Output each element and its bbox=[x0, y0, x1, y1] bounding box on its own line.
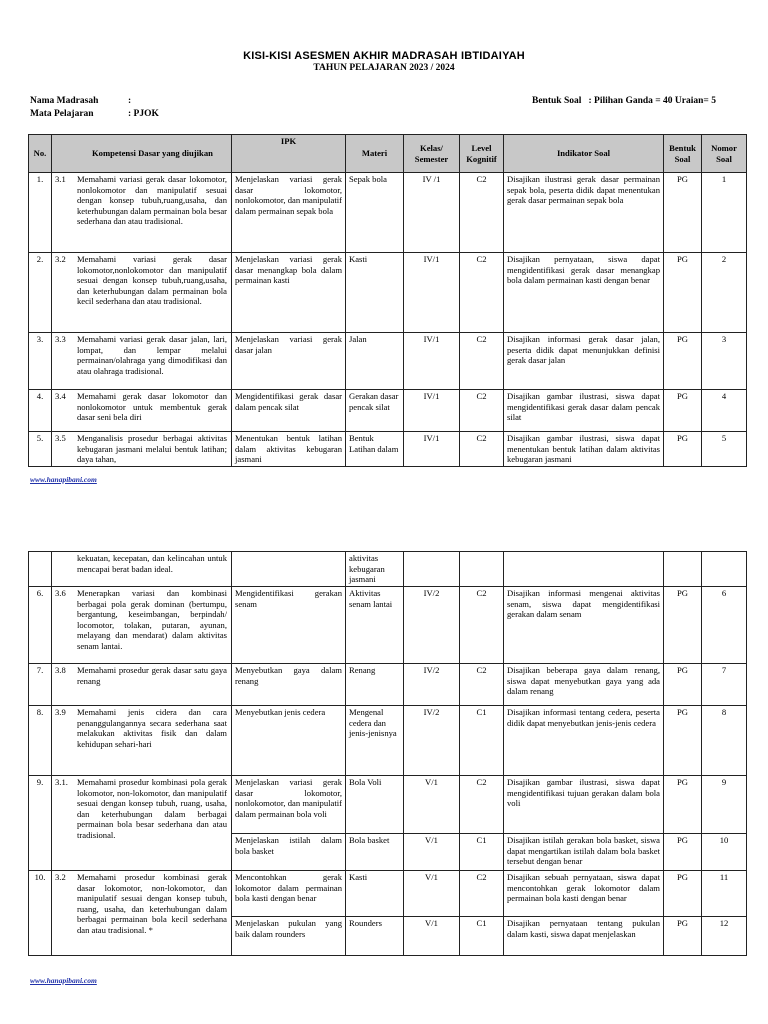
footer-link[interactable]: www.hanapibani.com bbox=[30, 475, 97, 484]
table-row bbox=[29, 333, 747, 390]
cell-kelas-semester: IV/2 bbox=[404, 664, 460, 706]
cell-indikator-soal: Disajikan gambar ilustrasi, siswa dapat mengidentifikasi tujuan gerakan dalam bola voli bbox=[504, 776, 664, 834]
cell-bentuk-soal: PG bbox=[664, 776, 702, 834]
cell-no: 5. bbox=[29, 432, 52, 467]
cell-indikator-soal bbox=[504, 552, 664, 587]
table-row bbox=[29, 432, 747, 467]
cell-level-kognitif: C2 bbox=[460, 333, 504, 390]
cell-no: 6. bbox=[29, 587, 52, 664]
cell-nomor-soal: 11 bbox=[702, 871, 747, 917]
cell-kelas-semester: V/1 bbox=[404, 917, 460, 956]
kd-text: kekuatan, kecepatan, dan kelincahan untuk mencapai berat badan ideal. bbox=[77, 553, 227, 574]
cell-materi: Kasti bbox=[346, 253, 404, 333]
cell-no bbox=[29, 552, 52, 587]
cell-nomor-soal: 4 bbox=[702, 390, 747, 432]
header-no: No. bbox=[29, 135, 52, 173]
document-title: KISI-KISI ASESMEN AKHIR MADRASAH IBTIDAIYAH bbox=[243, 50, 525, 62]
table-row bbox=[29, 390, 747, 432]
kd-number: 3.6 bbox=[55, 588, 66, 598]
cell-ipk: Menyebutkan jenis cedera bbox=[232, 706, 346, 776]
nama-madrasah-label: Nama Madrasah bbox=[30, 96, 99, 106]
cell-level-kognitif: C2 bbox=[460, 173, 504, 253]
kd-number: 3.2 bbox=[55, 254, 66, 264]
cell-indikator-soal: Disajikan sebuah pernyataan, siswa dapat mencontohkan gerak lokomotor dalam permainan bola kasti dengan benar bbox=[504, 871, 664, 917]
kd-text: Memahami prosedur gerak dasar satu gaya renang bbox=[77, 665, 227, 686]
table-row bbox=[29, 706, 747, 776]
cell-ipk: Menjelaskan variasi gerak dasar lokomotor, nonlokomotor, dan manipulatif dalam permainan sepak bola bbox=[232, 173, 346, 253]
kd-number: 3.1. bbox=[55, 777, 68, 787]
cell-indikator-soal: Disajikan pernyataan tentang pukulan dalam kasti, siswa dapat menjelaskan bbox=[504, 917, 664, 956]
cell-kelas-semester: V/1 bbox=[404, 776, 460, 834]
cell-kelas-semester: V/1 bbox=[404, 871, 460, 917]
cell-level-kognitif: C2 bbox=[460, 587, 504, 664]
cell-indikator-soal: Disajikan istilah gerakan bola basket, siswa dapat mengartikan istilah dalam bola basket tersebut dengan benar bbox=[504, 834, 664, 871]
cell-indikator-soal: Disajikan ilustrasi gerak dasar permainan sepak bola, peserta didik dapat menentukan gerak dasar permainan sepak bola bbox=[504, 173, 664, 253]
cell-bentuk-soal: PG bbox=[664, 390, 702, 432]
cell-ipk: Menjelaskan variasi gerak dasar menangkap bola dalam permainan kasti bbox=[232, 253, 346, 333]
kd-text: Memahami gerak dasar lokomotor dan nonlokomotor untuk membentuk gerak dasar seni bela diri bbox=[77, 391, 227, 423]
cell-kelas-semester: IV/1 bbox=[404, 333, 460, 390]
cell-bentuk-soal: PG bbox=[664, 834, 702, 871]
cell-bentuk-soal: PG bbox=[664, 333, 702, 390]
kd-text: Menganalisis prosedur berbagai aktivitas kebugaran jasmani melalui bentuk latihan; daya tahan, bbox=[77, 433, 227, 465]
cell-kelas-semester: IV /1 bbox=[404, 173, 460, 253]
cell-kompetensi-dasar bbox=[52, 253, 232, 333]
kd-text: Memahami prosedur kombinasi pola gerak lokomotor, non-lokomotor, dan manipulatif sesuai dengan konsep tubuh, ruang, usaha, dan keterhubungan dalam berbagai permainan bola besar sederhana dan atau tradisional. bbox=[77, 777, 227, 840]
cell-level-kognitif: C2 bbox=[460, 253, 504, 333]
document-subtitle: TAHUN PELAJARAN 2023 / 2024 bbox=[313, 63, 455, 73]
cell-nomor-soal: 1 bbox=[702, 173, 747, 253]
cell-no: 8. bbox=[29, 706, 52, 776]
header-level-kognitif: Level Kognitif bbox=[460, 135, 504, 173]
table-row bbox=[29, 552, 747, 587]
cell-level-kognitif: C2 bbox=[460, 390, 504, 432]
cell-indikator-soal: Disajikan gambar ilustrasi, siswa dapat menentukan bentuk latihan dalam aktivitas kebugaran jasmani bbox=[504, 432, 664, 467]
cell-indikator-soal: Disajikan beberapa gaya dalam renang, siswa dapat menyebutkan gaya yang ada dalam renang bbox=[504, 664, 664, 706]
header-kompetensi-dasar: Kompetensi Dasar yang diujikan bbox=[52, 135, 232, 173]
cell-materi: Mengenal cedera dan jenis-jenisnya bbox=[346, 706, 404, 776]
cell-ipk: Mencontohkan gerak lokomotor dalam permainan bola kasti dengan benar bbox=[232, 871, 346, 917]
cell-no: 3. bbox=[29, 333, 52, 390]
cell-ipk: Menjelaskan variasi gerak dasar jalan bbox=[232, 333, 346, 390]
cell-nomor-soal: 5 bbox=[702, 432, 747, 467]
table-row bbox=[29, 173, 747, 253]
header-kelas-semester: Kelas/ Semester bbox=[404, 135, 460, 173]
cell-bentuk-soal bbox=[664, 552, 702, 587]
cell-materi: Rounders bbox=[346, 917, 404, 956]
cell-bentuk-soal: PG bbox=[664, 664, 702, 706]
table-row bbox=[29, 776, 747, 834]
cell-indikator-soal: Disajikan pernyataan, siswa dapat mengidentifikasi gerak dasar menangkap bola dalam permainan kasti dengan benar bbox=[504, 253, 664, 333]
cell-level-kognitif: C2 bbox=[460, 776, 504, 834]
cell-indikator-soal: Disajikan informasi mengenai aktivitas senam, siswa dapat mengidentifikasi gerakan dalam senam bbox=[504, 587, 664, 664]
cell-materi: Kasti bbox=[346, 871, 404, 917]
cell-kompetensi-dasar bbox=[52, 173, 232, 253]
cell-kelas-semester: V/1 bbox=[404, 834, 460, 871]
cell-ipk: Menentukan bentuk latihan dalam aktivitas kebugaran jasmani bbox=[232, 432, 346, 467]
cell-kompetensi-dasar bbox=[52, 587, 232, 664]
cell-bentuk-soal: PG bbox=[664, 253, 702, 333]
kd-text: Memahami prosedur kombinasi gerak dasar lokomotor, non-lokomotor, dan manipulatif sesuai dengan konsep tubuh, ruang, usaha, dan keterhubungan dalam berbagai permainan bola kecil sederhana dan atau tradisional. * bbox=[77, 872, 227, 935]
cell-kompetensi-dasar bbox=[52, 390, 232, 432]
header-materi: Materi bbox=[346, 135, 404, 173]
cell-bentuk-soal: PG bbox=[664, 706, 702, 776]
cell-kelas-semester bbox=[404, 552, 460, 587]
mata-pelajaran-value: : PJOK bbox=[128, 109, 159, 119]
kisi-kisi-table-page1 bbox=[28, 134, 747, 467]
table-row bbox=[29, 871, 747, 917]
cell-nomor-soal: 7 bbox=[702, 664, 747, 706]
cell-materi: Renang bbox=[346, 664, 404, 706]
cell-materi: Gerakan dasar pencak silat bbox=[346, 390, 404, 432]
cell-kelas-semester: IV/1 bbox=[404, 253, 460, 333]
cell-level-kognitif: C1 bbox=[460, 706, 504, 776]
kd-text: Memahami jenis cidera dan cara penanggulangannya secara sederhana saat melakukan aktivitas fisik dan dalam kehidupan sehari-hari bbox=[77, 707, 227, 749]
cell-level-kognitif: C1 bbox=[460, 834, 504, 871]
cell-indikator-soal: Disajikan informasi gerak dasar jalan, peserta didik dapat menunjukkan definisi gerak dasar jalan bbox=[504, 333, 664, 390]
cell-kompetensi-dasar bbox=[52, 432, 232, 467]
cell-bentuk-soal: PG bbox=[664, 917, 702, 956]
cell-nomor-soal: 2 bbox=[702, 253, 747, 333]
cell-materi: Sepak bola bbox=[346, 173, 404, 253]
cell-materi: aktivitas kebugaran jasmani bbox=[346, 552, 404, 587]
cell-nomor-soal: 3 bbox=[702, 333, 747, 390]
mata-pelajaran-label: Mata Pelajaran bbox=[30, 109, 94, 119]
kd-number: 3.9 bbox=[55, 707, 66, 717]
cell-ipk: Mengidentifikasi gerak dasar dalam pencak silat bbox=[232, 390, 346, 432]
cell-level-kognitif: C2 bbox=[460, 664, 504, 706]
nama-madrasah-value: : bbox=[128, 96, 132, 106]
bentuk-soal-info: Bentuk Soal : Pilihan Ganda = 40 Uraian= 5 bbox=[532, 96, 716, 106]
cell-kompetensi-dasar bbox=[52, 333, 232, 390]
cell-materi: Bola Voli bbox=[346, 776, 404, 834]
table-header-row bbox=[29, 135, 747, 173]
cell-nomor-soal: 8 bbox=[702, 706, 747, 776]
cell-kompetensi-dasar bbox=[52, 706, 232, 776]
cell-ipk: Menjelaskan istilah dalam bola basket bbox=[232, 834, 346, 871]
cell-ipk: Menyebutkan gaya dalam renang bbox=[232, 664, 346, 706]
kd-text: Memahami variasi gerak dasar lokomotor,nonlokomotor dan manipulatif sesuai dengan konsep tubuh,ruang,usaha, dan keterhubungan dalam permainan bola kecil sederhana dan atau tradisional. bbox=[77, 254, 227, 307]
cell-kompetensi-dasar bbox=[52, 776, 232, 871]
header-bentuk-soal: Bentuk Soal bbox=[664, 135, 702, 173]
cell-level-kognitif: C1 bbox=[460, 917, 504, 956]
cell-no: 9. bbox=[29, 776, 52, 871]
cell-kompetensi-dasar bbox=[52, 664, 232, 706]
cell-nomor-soal bbox=[702, 552, 747, 587]
cell-no: 1. bbox=[29, 173, 52, 253]
header-ipk: IPK bbox=[232, 135, 346, 173]
cell-no: 10. bbox=[29, 871, 52, 956]
cell-level-kognitif: C2 bbox=[460, 432, 504, 467]
cell-materi: Bentuk Latihan dalam bbox=[346, 432, 404, 467]
cell-bentuk-soal: PG bbox=[664, 587, 702, 664]
cell-nomor-soal: 12 bbox=[702, 917, 747, 956]
kd-text: Menerapkan variasi dan kombinasi berbagai pola gerak dominan (bertumpu, bergantung, keseimbangan, berpindah/ locomotor, tolakan, putaran, ayunan, melayang dan mendarat) dalam aktivitas senam lantai. bbox=[77, 588, 227, 651]
kd-number: 3.1 bbox=[55, 174, 66, 184]
cell-no: 7. bbox=[29, 664, 52, 706]
cell-kompetensi-dasar bbox=[52, 552, 232, 587]
cell-kelas-semester: IV/1 bbox=[404, 390, 460, 432]
kd-text: Memahami variasi gerak dasar lokomotor, nonlokomotor dan manipulatif sesuai dengan konsep tubuh,ruang,usaha, dan keterhubungan dalam permainan bola besar sederhana dan atau tradisional. bbox=[77, 174, 227, 227]
header-indikator-soal: Indikator Soal bbox=[504, 135, 664, 173]
header-nomor-soal: Nomor Soal bbox=[702, 135, 747, 173]
kd-number: 3.5 bbox=[55, 433, 66, 443]
cell-nomor-soal: 9 bbox=[702, 776, 747, 834]
cell-level-kognitif: C2 bbox=[460, 871, 504, 917]
cell-no: 2. bbox=[29, 253, 52, 333]
kd-number: 3.8 bbox=[55, 665, 66, 675]
footer-link-2[interactable]: www.hanapibani.com bbox=[30, 976, 97, 985]
cell-bentuk-soal: PG bbox=[664, 173, 702, 253]
kd-number: 3.4 bbox=[55, 391, 66, 401]
cell-materi: Aktivitas senam lantai bbox=[346, 587, 404, 664]
cell-bentuk-soal: PG bbox=[664, 871, 702, 917]
cell-kelas-semester: IV/2 bbox=[404, 706, 460, 776]
cell-materi: Bola basket bbox=[346, 834, 404, 871]
table-row bbox=[29, 664, 747, 706]
cell-kompetensi-dasar bbox=[52, 871, 232, 956]
kisi-kisi-table-page2 bbox=[28, 551, 747, 956]
table-row bbox=[29, 253, 747, 333]
cell-ipk: Mengidentifikasi gerakan senam bbox=[232, 587, 346, 664]
table-row bbox=[29, 587, 747, 664]
cell-bentuk-soal: PG bbox=[664, 432, 702, 467]
cell-ipk: Menjelaskan variasi gerak dasar lokomotor, nonlokomotor, dan manipulatif dalam permainan bola voli bbox=[232, 776, 346, 834]
cell-nomor-soal: 10 bbox=[702, 834, 747, 871]
kd-text: Memahami variasi gerak dasar jalan, lari, lompat, dan lempar melalui permainan/olahraga yang dimodifikasi dan atau olahraga tradisional. bbox=[77, 334, 227, 376]
cell-kelas-semester: IV/2 bbox=[404, 587, 460, 664]
cell-materi: Jalan bbox=[346, 333, 404, 390]
cell-level-kognitif bbox=[460, 552, 504, 587]
cell-indikator-soal: Disajikan informasi tentang cedera, peserta didik dapat menyebutkan jenis-jenis cedera bbox=[504, 706, 664, 776]
kd-number: 3.2 bbox=[55, 872, 66, 882]
kd-number: 3.3 bbox=[55, 334, 66, 344]
cell-indikator-soal: Disajikan gambar ilustrasi, siswa dapat mengidentifikasi gerak dasar dalam pencak silat bbox=[504, 390, 664, 432]
cell-ipk: Menjelaskan pukulan yang baik dalam rounders bbox=[232, 917, 346, 956]
cell-ipk bbox=[232, 552, 346, 587]
cell-nomor-soal: 6 bbox=[702, 587, 747, 664]
cell-kelas-semester: IV/1 bbox=[404, 432, 460, 467]
cell-no: 4. bbox=[29, 390, 52, 432]
